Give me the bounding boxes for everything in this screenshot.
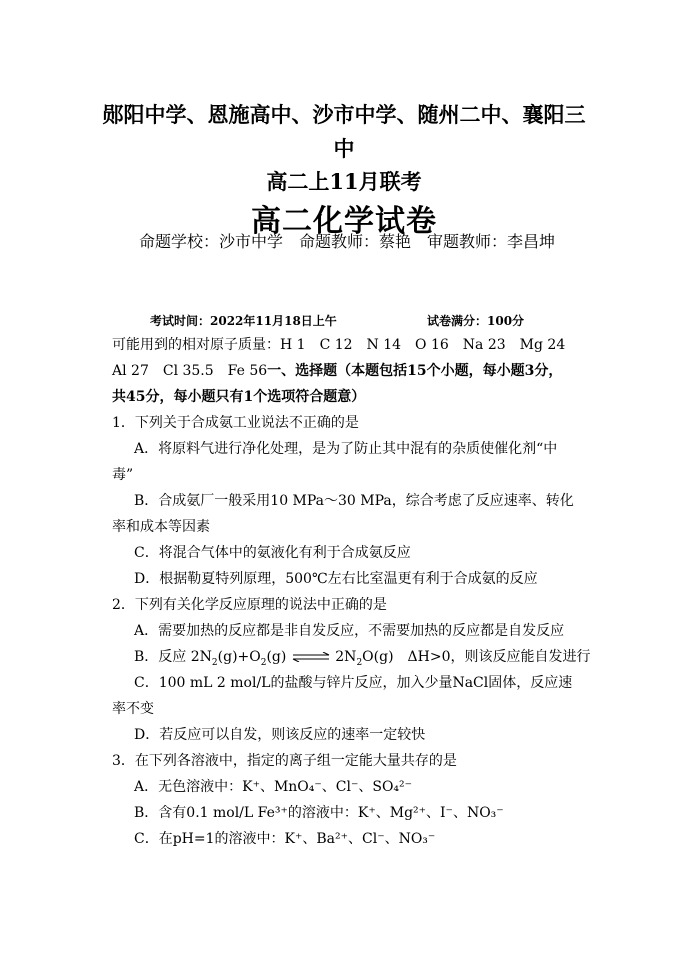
q2-option-a: A．需要加热的反应都是非自发反应，不需要加热的反应都是自发反应 bbox=[134, 623, 565, 639]
exam-time: 考试时间：2022年11月18日上午 bbox=[150, 314, 337, 328]
q1-option-b-line2: 率和成本等因素 bbox=[112, 519, 210, 535]
q2-b-end: O(g) ΔH>0，则该反应能自发进行 bbox=[362, 649, 591, 665]
q1-option-d: D．根据勒夏特列原理，500℃左右比室温更有利于合成氨的反应 bbox=[134, 571, 538, 587]
school-list: 郧阳中学、恩施高中、沙市中学、随州二中、襄阳三中 bbox=[102, 102, 586, 161]
atomic-masses-line1: 可能用到的相对原子质量：H 1 C 12 N 14 O 16 Na 23 Mg 24 bbox=[112, 337, 566, 353]
q2-option-c-line2: 率不变 bbox=[112, 701, 154, 717]
page-title: 高二化学试卷 bbox=[251, 204, 437, 239]
q1-option-b-line1: B．合成氨厂一般采用10 MPa～30 MPa，综合考虑了反应速率、转化 bbox=[134, 493, 574, 509]
section-title-cont: 共45分，每小题只有1个选项符合题意） bbox=[112, 389, 366, 405]
equilibrium-arrow-icon bbox=[291, 652, 331, 662]
atomic-masses-line2 bbox=[112, 360, 562, 380]
q3-option-a: A．无色溶液中：K⁺、MnO₄⁻、Cl⁻、SO₄²⁻ bbox=[134, 779, 413, 795]
q2-option-d: D．若反应可以自发，则该反应的速率一定较快 bbox=[134, 727, 426, 743]
question-1-stem: 1．下列关于合成氨工业说法不正确的是 bbox=[112, 415, 359, 431]
authors-line: 命题学校：沙市中学 命题教师：蔡艳 审题教师：李昌坤 bbox=[138, 232, 555, 251]
q2-option-c-line1: C．100 mL 2 mol/L的盐酸与锌片反应，加入少量NaCl固体，反应速 bbox=[134, 675, 573, 691]
q1-option-a-line1: A．将原料气进行净化处理，是为了防止其中混有的杂质使催化剂“中 bbox=[134, 441, 558, 457]
q1-option-a-line2: 毒” bbox=[112, 467, 134, 483]
full-score: 试卷满分：100分 bbox=[427, 314, 525, 328]
q3-option-b: B．含有0.1 mol/L Fe³⁺的溶液中：K⁺、Mg²⁺、I⁻、NO₃⁻ bbox=[134, 805, 504, 821]
question-3-stem: 3．在下列各溶液中，指定的离子组一定能大量共存的是 bbox=[112, 753, 457, 769]
question-2-stem: 2．下列有关化学反应原理的说法中正确的是 bbox=[112, 597, 387, 613]
section-title: 一、选择题（本题包括15个小题，每小题3分， bbox=[267, 363, 563, 379]
atomic-masses-line2-text: Al 27 Cl 35.5 Fe 56 bbox=[112, 363, 268, 379]
q2-b-pre: B．反应 2N bbox=[134, 649, 212, 665]
q1-option-c: C．将混合气体中的氨液化有利于合成氨反应 bbox=[134, 545, 411, 561]
q2-b-mid2: (g) bbox=[266, 649, 287, 665]
exam-name: 高二上11月联考 bbox=[266, 169, 422, 194]
q2-b-post: 2N bbox=[335, 649, 357, 665]
q2-b-mid1: (g)+O bbox=[217, 649, 261, 665]
q3-option-c: C．在pH=1的溶液中：K⁺、Ba²⁺、Cl⁻、NO₃⁻ bbox=[134, 831, 436, 847]
q2-option-b: B．反应 $2N_2(g)+O_2(g)$ $2N_2O(g)$ ΔH>0，则该反应能自发进行 bbox=[134, 649, 591, 668]
